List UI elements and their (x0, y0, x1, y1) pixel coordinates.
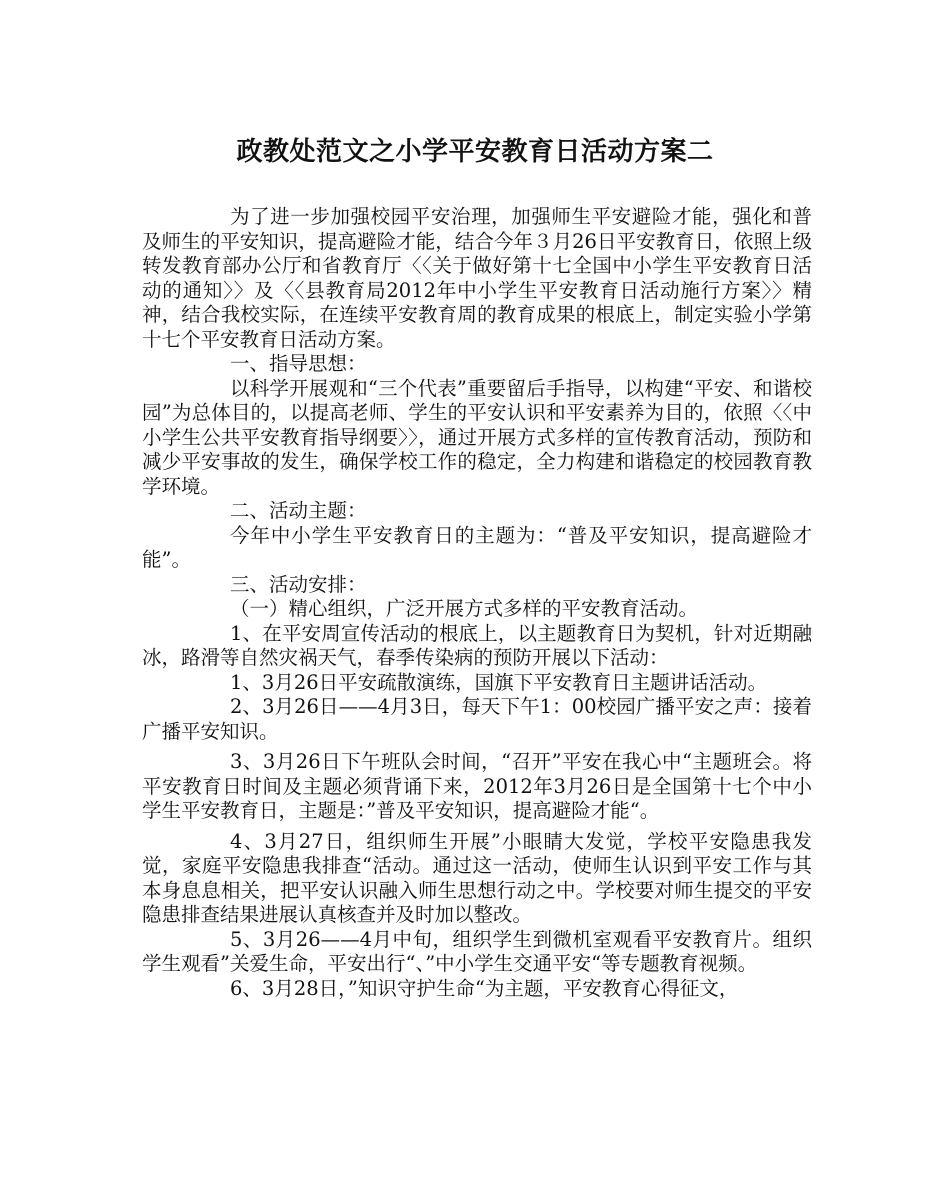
paragraph-guiding-thought: 以科学开展观和“三个代表”重要留后手指导，以构建“平安、和谐校园”为总体目的，以提高老师、学生的平安认识和平安素养为目的，依照〈〈中小学生公共平安教育指导纲要〉〉，通过开展方式多样的宣传教育活动，预防和减少平安事故的发生，确保学校工作的稳定，全力构建和谐稳定的校园教育教学环境。 (142, 376, 812, 498)
document-title: 政教处范文之小学平安教育日活动方案二 (236, 137, 714, 167)
paragraph-activity-theme: 今年中小学生平安教育日的主题为：“普及平安知识，提高避险才能”。 (142, 523, 812, 571)
paragraph-item-intro: 1、在平安周宣传活动的根底上，以主题教育日为契机，针对近期融冰，路滑等自然灾祸天气，春季传染病的预防开展以下活动： (142, 621, 812, 669)
paragraph-item-3: 3、3月26日下午班队会时间，“召开”平安在我心中“主题班会。将平安教育日时间及主题必须背诵下来，2012年3月26日是全国第十七个中小学生平安教育日，主题是：”普及平安知识，提高避险才能“。 (142, 750, 812, 822)
paragraph-item-5: 5、3月26——4月中旬，组织学生到微机室观看平安教育片。组织学生观看”关爱生命，平安出行“、”中小学生交通平安“等专题教育视频。 (142, 927, 812, 975)
document-body (142, 205, 812, 1001)
paragraph-item-4: 4、3月27日，组织师生开展”小眼睛大发觉，学校平安隐患我发觉，家庭平安隐患我排查“活动。通过这一活动，使师生认识到平安工作与其本身息息相关，把平安认识融入师生思想行动之中。学校要对师生提交的平安隐患排查结果进展认真核查并及时加以整改。 (142, 829, 812, 926)
paragraph-intro: 为了进一步加强校园平安治理，加强师生平安避险才能，强化和普及师生的平安知识，提高避险才能，结合今年３月26日平安教育日，依照上级转发教育部办公厅和省教育厅〈〈关于做好第十七全国中小学生平安教育日活动的通知〉〉及〈〈县教育局2012年中小学生平安教育日活动施行方案〉〉精神，结合我校实际，在连续平安教育周的教育成果的根底上，制定实验小学第十七个平安教育日活动方案。 (142, 205, 812, 351)
paragraph-item-6: 6、3月28日，”知识守护生命“为主题，平安教育心得征文， (230, 976, 739, 1000)
subheading-organize: （一）精心组织，广泛开展方式多样的平安教育活动。 (230, 597, 699, 620)
paragraph-item-2: 2、3月26日——4月3日，每天下午1：00校园广播平安之声：接着广播平安知识。 (142, 695, 812, 743)
heading-guiding-thought: 一、指导思想： (230, 352, 367, 375)
paragraph-item-1: 1、3月26日平安疏散演练，国旗下平安教育日主题讲话活动。 (230, 670, 768, 694)
heading-activity-theme: 二、活动主题： (230, 499, 367, 522)
heading-activity-arrangement: 三、活动安排： (230, 572, 367, 596)
